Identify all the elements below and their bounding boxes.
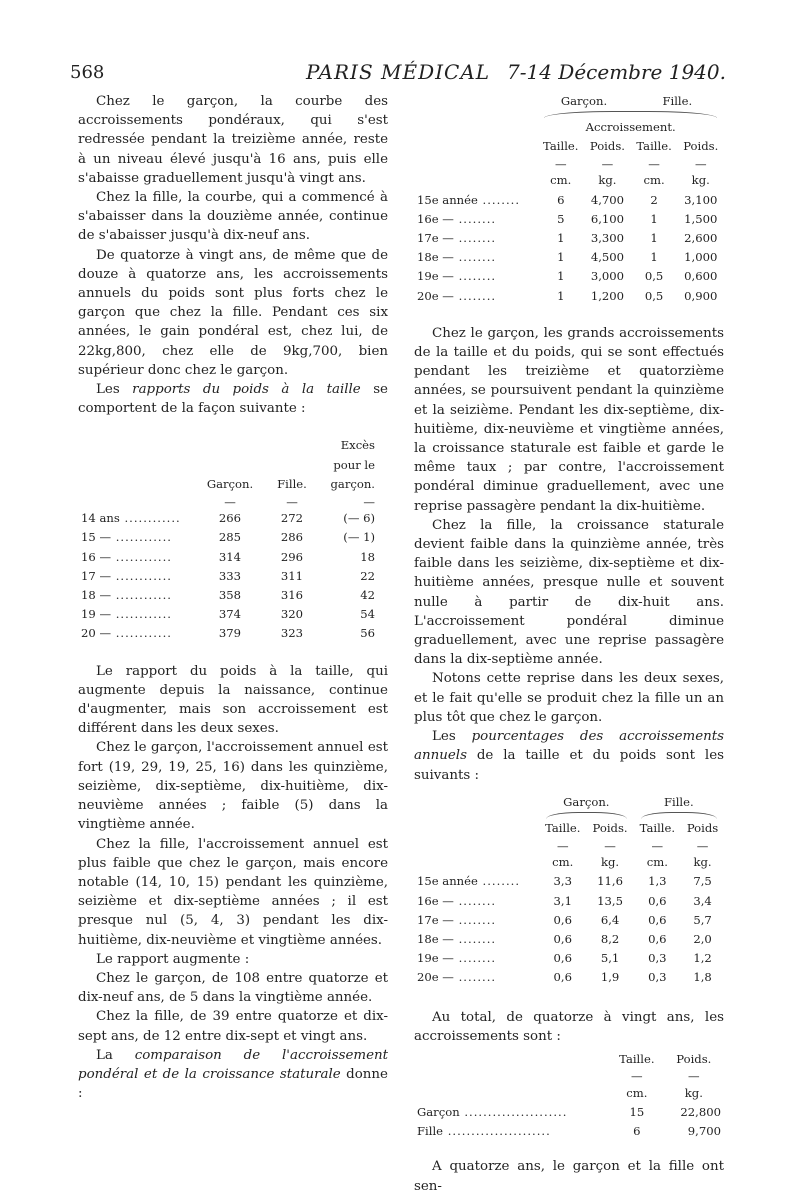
table-cell: 285 [218, 530, 242, 545]
text-run: se comportent de la façon suivante : [78, 382, 388, 417]
table-cell: 0,5 [644, 269, 664, 284]
table-cell: 1 [557, 269, 565, 284]
table-cell: (— 1) [343, 530, 375, 545]
leader-dots: ...................... [443, 1124, 551, 1139]
table-cell: 0,6 [648, 893, 667, 908]
row-label-text: Fille [417, 1124, 444, 1139]
table-cell: 0,6 [648, 931, 667, 946]
table-cell: 286 [280, 530, 304, 545]
table-cell: 6,4 [600, 912, 620, 927]
table-cell: 56 [360, 626, 375, 641]
leader-dots: ............ [111, 530, 172, 545]
table-cell: 1,8 [693, 970, 712, 985]
table-cell: 0,3 [648, 951, 667, 966]
row-label-text: 15e année [417, 192, 478, 207]
row-label-text: 19e — [417, 269, 454, 284]
paragraph: Chez le garçon, de 108 entre quatorze et dix-neuf ans, de 5 dans la vingtième année. [78, 970, 388, 1006]
table-cell: 1 [557, 288, 565, 303]
brace [546, 812, 627, 819]
row-label [414, 911, 539, 930]
table-cell: (— 6) [343, 511, 375, 526]
row-label [414, 287, 537, 306]
table-cell: 9,700 [687, 1124, 721, 1139]
table-cell: 320 [280, 607, 304, 622]
leader-dots: ............ [111, 549, 172, 564]
issue-date: 7-14 Décembre 1940. [507, 60, 726, 84]
table-row [414, 1122, 724, 1141]
emphasis: rapports du poids à la taille [132, 382, 361, 398]
row-label-text: 17e — [417, 231, 454, 246]
row-label [414, 1103, 610, 1122]
group-header-fille: Fille. [662, 94, 693, 108]
leader-dots: ............ [119, 511, 181, 526]
group-header-fille [634, 793, 724, 819]
paragraph: Chez le garçon, l'accroissement annuel est fort (19, 29, 19, 25, 16) dans les quinzième, seizième, dix-septième, dix-huitième, dix-neuvième années ; faible (5) dans la vingtième année. [78, 740, 388, 833]
table-row [414, 872, 724, 891]
leader-dots: ........ [477, 192, 521, 207]
column-header: Taille. [636, 139, 672, 154]
table-row [78, 548, 378, 567]
table-cell: 0,6 [648, 912, 667, 927]
table-cell: 22 [360, 568, 375, 583]
text-run: Les [96, 382, 133, 398]
row-label [414, 968, 539, 987]
table-cell: 3,000 [590, 269, 625, 284]
paragraph: De quatorze à vingt ans, de même que de douze à quatorze ans, les accroissements annuels du poids sont plus forts chez le garçon que chez la fille. Pendant ces six années, le gain pondéral est, chez lui, de 22kg,800, chez elle de 9kg,700, bien supérieur donc chez le garçon. [78, 247, 388, 378]
page-header [70, 56, 726, 86]
leader-dots: ........ [453, 893, 497, 908]
leader-dots: ........ [453, 250, 497, 265]
row-label [78, 624, 196, 643]
table-cell: 333 [218, 568, 242, 583]
table-cell: 6 [633, 1124, 641, 1139]
growth-table: Garçon. Fille. Accroissement. Taille. Poids. Taille. Poids. — — — — cm. kg. cm. kg. 15e année ........ 6 4,700 2 3,100 16e — ........ 5 6,100 1 1,500 17e — ........ 1 3,300 1 2,600 18e — ........ 1 4,500 1 1,000 19e — ........ 1 3,000 0,5 0,600 20e — ........ 1 1,200 0,5 0,900 [414, 92, 724, 306]
emphasis: pourcentages des accroissements annuels [414, 729, 724, 764]
row-label-text: 20e — [417, 970, 454, 985]
table-row [78, 624, 378, 643]
emphasis: comparaison de l'accroissement pondéral et de la croissance staturale [78, 1047, 388, 1082]
column-header: Poids. [676, 1051, 712, 1066]
paragraph [78, 1046, 388, 1104]
table-header-empty [78, 436, 196, 494]
table-cell: 3,300 [590, 231, 625, 246]
row-label-text: 16 — [81, 549, 112, 564]
table-cell: 1 [557, 250, 565, 265]
table-row [78, 605, 378, 624]
row-label [78, 509, 196, 528]
table-row [414, 1103, 724, 1122]
table-row [414, 191, 724, 210]
table-cell: 323 [280, 626, 304, 641]
leader-dots: ........ [453, 269, 497, 284]
table-row [414, 210, 724, 229]
row-label-text: 18e — [417, 931, 454, 946]
row-label [78, 548, 196, 567]
row-label [414, 949, 539, 968]
leader-dots: ........ [453, 912, 497, 927]
unit-label: kg. [684, 1085, 703, 1100]
row-label-text: 19e — [417, 951, 454, 966]
row-label-text: 14 ans [81, 511, 120, 526]
table-cell: 0,600 [684, 269, 718, 284]
table-cell: 8,2 [600, 931, 620, 946]
table-cell: 0,6 [553, 931, 572, 946]
table-cell: 15 [629, 1104, 645, 1119]
table-cell: 13,5 [597, 893, 623, 908]
leader-dots: ........ [453, 231, 497, 246]
table-cell: 3,1 [553, 893, 572, 908]
group-label: Fille. [663, 794, 694, 809]
column-header: Taille. [639, 820, 676, 835]
group-header-accroissement [537, 111, 724, 137]
paragraph: Le rapport du poids à la taille, qui augmente depuis la naissance, continue d'augmenter, mais son accroissement est différent dans les deux sexes. [78, 663, 388, 737]
table-cell: 4,700 [590, 192, 625, 207]
table-cell: 0,3 [648, 970, 667, 985]
row-label [414, 210, 537, 229]
table-header: Fille. [277, 476, 307, 491]
row-label-text: 18 — [81, 588, 112, 603]
table-cell: 11,6 [597, 874, 623, 889]
brace [641, 812, 717, 819]
table-cell: 5,1 [600, 951, 620, 966]
paragraph: Le rapport augmente : [96, 951, 250, 967]
row-label-text: 16e — [417, 211, 454, 226]
table-row [414, 892, 724, 911]
table-cell: 1,9 [600, 970, 620, 985]
table-cell: 5 [557, 211, 565, 226]
table-cell: 42 [360, 588, 375, 603]
paragraph [414, 727, 724, 785]
table-cell: 374 [218, 607, 242, 622]
table-cell: 311 [280, 568, 304, 583]
leader-dots: ........ [453, 931, 497, 946]
column-header: Taille. [545, 820, 581, 835]
table-cell: 272 [280, 511, 304, 526]
table-cell: 3,4 [693, 893, 712, 908]
leader-dots: ...................... [459, 1104, 568, 1119]
row-label-text: Garçon [417, 1104, 460, 1119]
group-label: Garçon. [563, 794, 610, 809]
table-row [414, 911, 724, 930]
leader-dots: ............ [111, 568, 172, 583]
table-cell: 296 [280, 549, 304, 564]
table-row [78, 528, 378, 547]
table-cell: 314 [218, 549, 242, 564]
table-cell: 266 [218, 511, 242, 526]
table-cell: 4,500 [590, 250, 625, 265]
table-cell: 1,2 [693, 951, 712, 966]
table-cell: 1 [650, 231, 658, 246]
row-label [414, 248, 537, 267]
table-cell: 54 [360, 607, 375, 622]
paragraph: Chez le garçon, les grands accroissements de la taille et du poids, qui se sont effectués pendant les treizième et quatorzième années, se poursuivent pendant la quinzième et la seizième. Pendant les dix-septième, dix-huitième, dix-neuvième et vingtième années, la croissance staturale est faible et garde le même taux ; par contre, l'accroissement pondéral diminue graduellement, avec une reprise passagère pendant la dix-huitième. [414, 325, 724, 514]
table-cell: 358 [218, 588, 242, 603]
page-number: 568 [70, 62, 105, 83]
group-header-garcon [539, 793, 634, 819]
unit-label: cm. [552, 855, 574, 870]
text-run: Les [432, 729, 472, 745]
unit-label: cm. [643, 173, 665, 188]
table-row [414, 248, 724, 267]
text-run: donne : [78, 1066, 388, 1102]
table-row [414, 968, 724, 987]
row-label-text: 19 — [81, 607, 112, 622]
leader-dots: ........ [453, 970, 497, 985]
column-header: Poids. [589, 139, 625, 154]
leader-dots: ........ [453, 211, 497, 226]
row-label-text: 20e — [417, 288, 454, 303]
table-cell: 0,900 [684, 288, 718, 303]
unit-label: cm. [626, 1085, 648, 1100]
column-header: Poids. [592, 820, 628, 835]
paragraph: Au total, de quatorze à vingt ans, les accroissements sont : [414, 1009, 724, 1044]
paragraph: Chez la fille, l'accroissement annuel est plus faible que chez le garçon, mais encore notable (14, 10, 15) pendant les quinzième, seizième et dix-septième années ; il est presque nul (5, 4, 3) pendant les dix-huitième, dix-neuvième et vingtième années. [78, 836, 388, 948]
table-row [414, 930, 724, 949]
text-run: de la taille et du poids sont les suivants : [414, 748, 724, 783]
table-cell: 7,5 [693, 874, 712, 889]
table-cell: 18 [360, 549, 375, 564]
row-label-text: 17e — [417, 912, 454, 927]
paragraph: A quatorze ans, le garçon et la fille ont sen- [414, 1159, 724, 1194]
table-row [78, 509, 378, 528]
column-header: Taille. [543, 139, 579, 154]
percentage-table: Garçon. Fille. Taille. Poids. Taille. Poids — — — — cm. kg. cm. kg. 15e année ........ 3,3 11,6 1,3 7,5 16e — ........ 3,1 13,5 0,6 3,4 17e — ........ 0,6 6,4 0,6 5,7 18e — ........ 0,6 8,2 0,6 2,0 19e — ........ 0,6 5,1 0,3 1,2 20e — ........ 0,6 1,9 0,3 1,8 [414, 793, 724, 988]
table-cell: 2 [650, 192, 658, 207]
leader-dots: ............ [111, 626, 172, 641]
paragraph: Chez la fille, de 39 entre quatorze et dix-sept ans, de 12 entre dix-sept et vingt ans. [78, 1009, 388, 1044]
table-cell: 3,100 [684, 192, 718, 207]
accroissement-label: Accroissement. [585, 120, 676, 135]
left-column [78, 92, 388, 1103]
table-row [414, 267, 724, 286]
table-cell: 6 [557, 192, 565, 207]
group-header-garcon: Garçon. [560, 94, 608, 108]
unit-label: kg. [600, 855, 620, 870]
table-cell: 0,6 [553, 970, 572, 985]
table-cell: 0,6 [553, 951, 572, 966]
leader-dots: ........ [453, 288, 497, 303]
row-label [78, 605, 196, 624]
table-row [414, 949, 724, 968]
row-label [414, 1122, 610, 1141]
leader-dots: ............ [111, 607, 172, 622]
text-run: La [96, 1047, 135, 1063]
row-label-text: 17 — [81, 568, 112, 583]
right-column [414, 92, 724, 1196]
row-label [414, 229, 537, 248]
unit-label: kg. [693, 855, 712, 870]
table-cell: 2,0 [693, 931, 712, 946]
unit-label: cm. [550, 173, 572, 188]
column-header: Poids. [683, 139, 719, 154]
table-cell: 1,500 [684, 211, 718, 226]
row-label [78, 567, 196, 586]
row-label-text: 20 — [81, 626, 112, 641]
table-row [414, 287, 724, 306]
leader-dots: ........ [453, 951, 497, 966]
row-label [414, 872, 539, 891]
row-label [414, 930, 539, 949]
row-label [414, 892, 539, 911]
row-label [414, 191, 537, 210]
row-label [78, 528, 196, 547]
table-row [414, 229, 724, 248]
table-cell: 3,3 [553, 874, 572, 889]
row-label-text: 15e année [417, 874, 478, 889]
journal-title: PARIS MÉDICAL [305, 60, 491, 84]
total-table: Taille. Poids. — — cm. kg. Garçon ...................... 15 22,800 Fille ...................... 6 9,700 [414, 1050, 724, 1141]
unit-label: kg. [691, 173, 710, 188]
paragraph: Notons cette reprise dans les deux sexes, et le fait qu'elle se produit chez la fille un an plus tôt que chez le garçon. [414, 671, 724, 725]
row-label-text: 16e — [417, 893, 454, 908]
table-header: Garçon. [206, 476, 254, 491]
paragraph: Chez la fille, la croissance staturale devient faible dans la quinzième année, très faible dans les seizième, dix-septième et dix-huitième années, presque nulle et souvent nulle à partir de dix-huit ans. L'accroissement pondéral diminue graduellement, avec une reprise passagère dans la dix-septième année. [414, 517, 724, 668]
paragraph: Chez la fille, la courbe, qui a commencé à s'abaisser dans la douzième année, continue de s'abaisser jusqu'à dix-neuf ans. [78, 190, 388, 244]
table-cell: 1,000 [684, 250, 718, 265]
leader-dots: ........ [477, 874, 521, 889]
unit-label: cm. [646, 855, 668, 870]
table-header: Excès pour le garçon. [330, 438, 375, 491]
paragraph: Chez le garçon, la courbe des accroissements pondéraux, qui s'est redressée pendant la treizième année, reste à un niveau élevé jusqu'à 16 ans, puis elle s'abaisse graduellement jusqu'à vingt ans. [78, 94, 388, 186]
table-cell: 5,7 [693, 912, 712, 927]
table-cell: 22,800 [680, 1104, 721, 1119]
table-row [78, 567, 378, 586]
ratio-table: Garçon. Fille. Excès pour le garçon. — — — 14 ans ............ 266 272 (— 6) 15 — ............ 285 286 (— 1) 16 — ............ 314 296 18 17 — ............ 333 311 22 18 — ............ 358 316 42 19 — ............ 374 320 54 20 — ............ 379 323 56 [78, 436, 378, 643]
table-cell: 1,3 [648, 874, 667, 889]
leader-dots: ............ [111, 588, 172, 603]
brace [544, 111, 717, 118]
paragraph [78, 380, 388, 418]
unit-label: kg. [598, 173, 617, 188]
column-header: Taille. [619, 1051, 655, 1066]
column-header: Poids [686, 820, 719, 835]
row-label [78, 586, 196, 605]
table-cell: 0,6 [553, 912, 572, 927]
table-cell: 0,5 [644, 288, 664, 303]
table-cell: 316 [280, 588, 304, 603]
table-cell: 6,100 [590, 211, 625, 226]
table-row [78, 586, 378, 605]
row-label [414, 267, 537, 286]
row-label-text: 15 — [81, 530, 112, 545]
table-cell: 1 [557, 231, 565, 246]
table-cell: 1 [650, 211, 658, 226]
row-label-text: 18e — [417, 250, 454, 265]
table-cell: 1 [650, 250, 658, 265]
table-cell: 2,600 [684, 231, 718, 246]
table-cell: 379 [218, 626, 242, 641]
table-cell: 1,200 [590, 288, 625, 303]
